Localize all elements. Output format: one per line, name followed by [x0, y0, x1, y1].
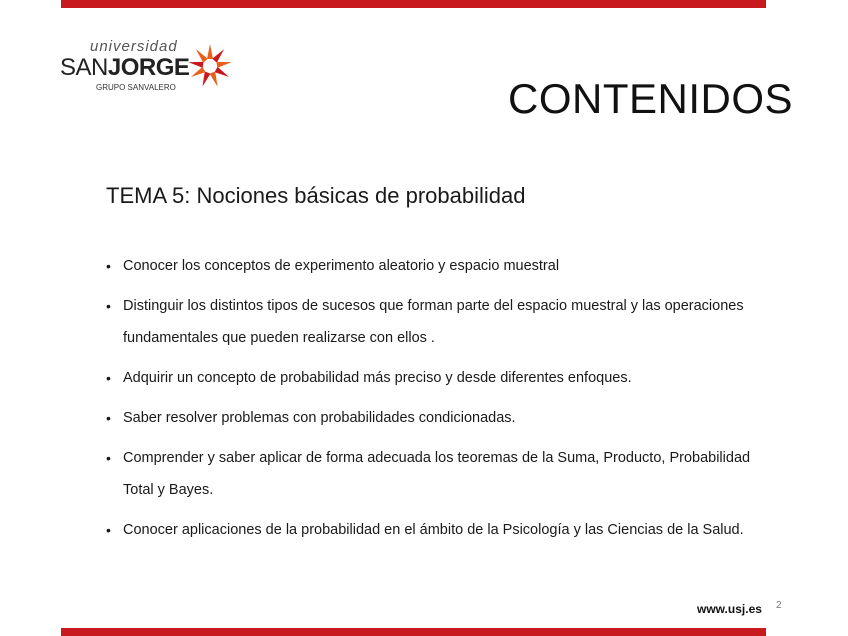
objective-item: • Adquirir un concepto de probabilidad más preciso y desde diferentes enfoques.: [106, 362, 766, 394]
objective-item: • Distinguir los distintos tipos de sucesos que forman parte del espacio muestral y las operaciones fundamentales que pueden realizarse con ellos .: [106, 290, 766, 354]
bottom-accent-bar: [61, 628, 766, 636]
logo-star-icon: [186, 42, 234, 90]
logo-sanjorge-text: [60, 54, 189, 82]
slide-subtitle: TEMA 5: Nociones básicas de probabilidad: [106, 183, 526, 208]
objective-item: • Saber resolver problemas con probabilidades condicionadas.: [106, 402, 766, 434]
slide-title: CONTENIDOS: [507, 75, 793, 122]
objective-item: • Conocer los conceptos de experimento aleatorio y espacio muestral: [106, 250, 766, 282]
page-number: 2: [776, 600, 782, 611]
objectives-list: [106, 250, 766, 554]
university-logo: [58, 38, 238, 98]
logo-jorge: JORGE: [107, 54, 190, 81]
top-accent-bar: [61, 0, 766, 8]
logo-universidad-text: universidad: [90, 38, 178, 55]
objective-item: • Conocer aplicaciones de la probabilidad en el ámbito de la Psicología y las Ciencias de la Salud.: [106, 514, 766, 546]
objective-item: • Comprender y saber aplicar de forma adecuada los teoremas de la Suma, Producto, Probabilidad Total y Bayes.: [106, 442, 766, 506]
logo-san: SAN: [60, 54, 108, 81]
footer-website: www.usj.es: [697, 602, 762, 616]
logo-group-text: GRUPO SANVALERO: [96, 83, 176, 92]
